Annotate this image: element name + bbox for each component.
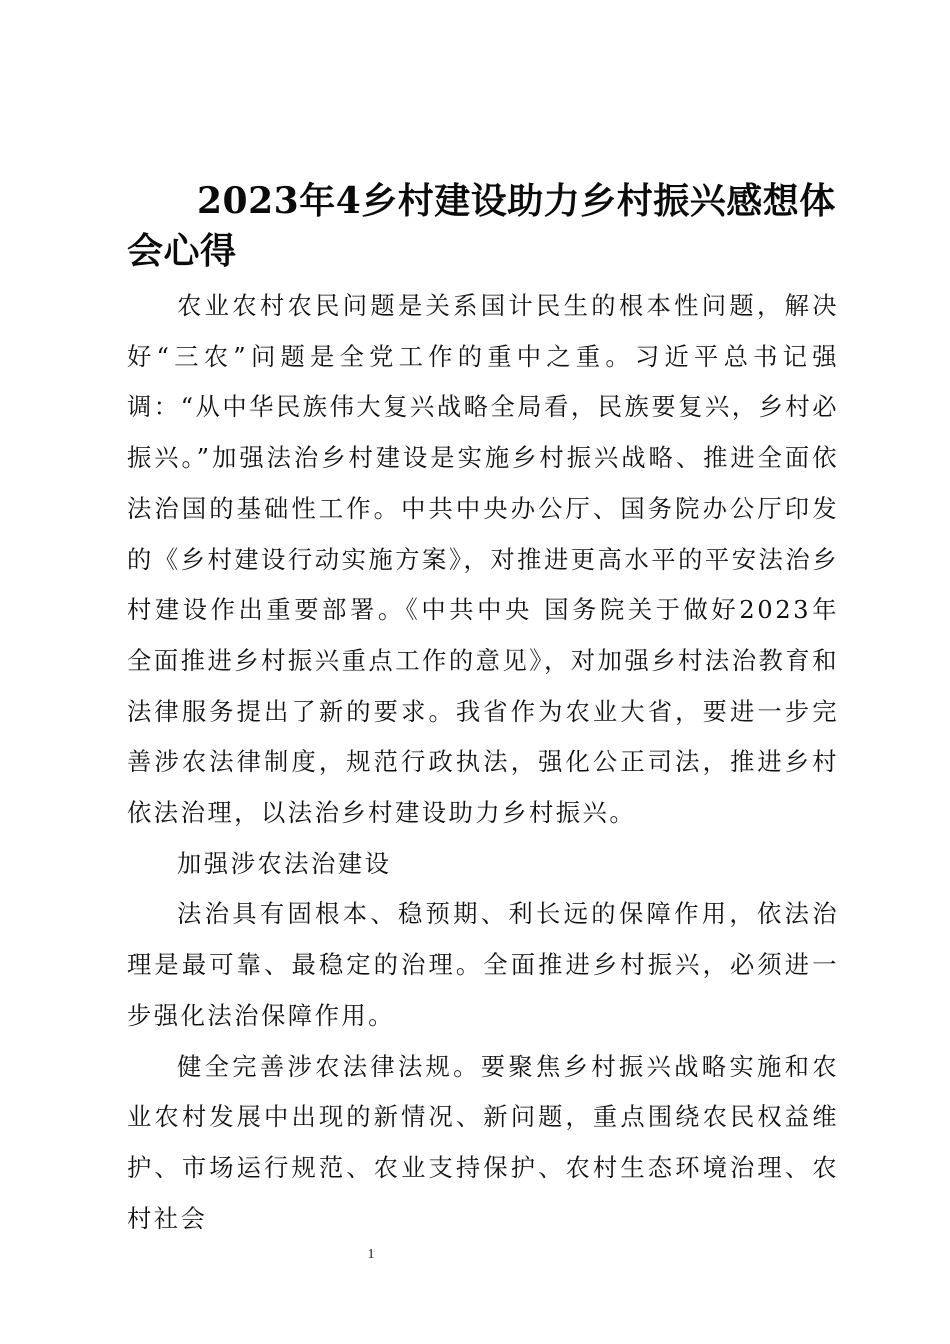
document-title: 2023年4乡村建设助力乡村振兴感想体会心得	[127, 180, 836, 272]
page-number: 1	[367, 1247, 375, 1262]
paragraph-legislation: 健全完善涉农法律法规。要聚焦乡村振兴战略实施和农业农村发展中出现的新情况、新问题，重点围绕农民权益维护、市场运行规范、农业支持保护、农村生态环境治理、农村社会	[127, 1051, 839, 1233]
paragraph-rule-of-law: 法治具有固根本、稳预期、利长远的保障作用，依法治理是最可靠、最稳定的治理。全面推进乡村振兴，必须进一步强化法治保障作用。	[127, 899, 839, 1030]
section-heading: 加强涉农法治建设	[177, 848, 392, 878]
document-body	[127, 281, 839, 1244]
paragraph-intro: 农业农村农民问题是关系国计民生的根本性问题，解决好“三农”问题是全党工作的重中之重。习近平总书记强调：“从中华民族伟大复兴战略全局看，民族要复兴，乡村必振兴。”加强法治乡村建设是实施乡村振兴战略、推进全面依法治国的基础性工作。中共中央办公厅、国务院办公厅印发的《乡村建设行动实施方案》，对推进更高水平的平安法治乡村建设作出重要部署。《中共中央 国务院关于做好2023年全面推进乡村振兴重点工作的意见》，对加强乡村法治教育和法律服务提出了新的要求。我省作为农业大省，要进一步完善涉农法律制度，规范行政执法，强化公正司法，推进乡村依法治理，以法治乡村建设助力乡村振兴。	[127, 291, 839, 828]
